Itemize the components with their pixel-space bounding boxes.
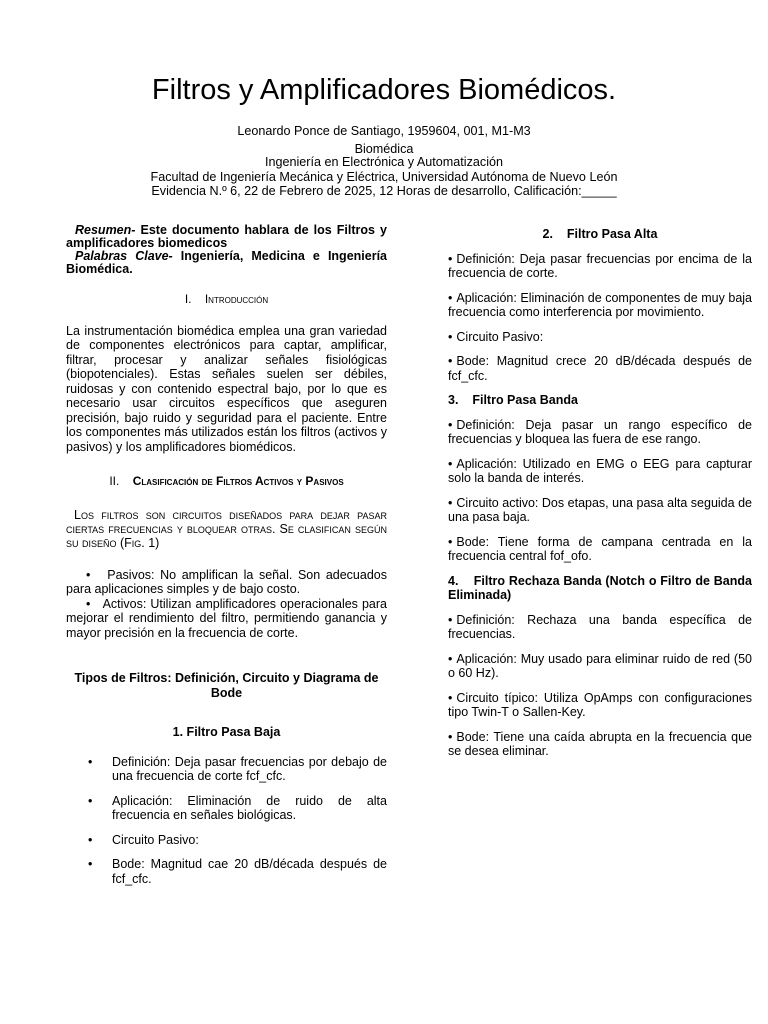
list-item xyxy=(448,418,752,447)
types-heading: Tipos de Filtros: Definición, Circuito y Diagrama de Bode xyxy=(74,671,379,700)
list-item xyxy=(448,613,752,642)
section-2-title: Clasificación de Filtros Activos y Pasivos xyxy=(132,474,344,488)
list-item xyxy=(448,496,752,525)
bullet-text: Definición: Deja pasar frecuencias por encima de la frecuencia de corte. xyxy=(448,251,752,280)
bullet-icon: • xyxy=(88,832,93,847)
list-item xyxy=(66,597,387,641)
bullet-text: Pasivos: No amplifican la señal. Son adecuados para aplicaciones simples y de bajo costo. xyxy=(66,567,387,596)
bullet-icon: • xyxy=(448,329,453,344)
bullet-text: Circuito típico: Utiliza OpAmps con configuraciones tipo Twin-T o Sallen-Key. xyxy=(448,690,752,719)
notch-title: Filtro Rechaza Banda (Notch o Filtro de Banda Eliminada) xyxy=(448,573,752,602)
section-1-heading xyxy=(66,292,387,307)
bullet-icon: • xyxy=(448,354,453,368)
bullet-text: Circuito Pasivo: xyxy=(456,329,544,344)
bullet-icon: • xyxy=(448,729,453,744)
list-item xyxy=(448,330,752,345)
list-item xyxy=(448,354,752,383)
list-item xyxy=(448,252,752,281)
notch-heading xyxy=(448,574,752,603)
list-item xyxy=(448,730,752,759)
bullet-text: Circuito activo: Dos etapas, una pasa alta seguida de una pasa baja. xyxy=(448,495,752,524)
high-pass-heading xyxy=(448,227,752,242)
bullet-icon: • xyxy=(86,596,91,611)
degree-line: Ingeniería en Electrónica y Automatización xyxy=(264,155,504,169)
bullet-text: Definición: Deja pasar frecuencias por debajo de una frecuencia de corte fcf_cfc. xyxy=(112,754,387,783)
program-line: Biomédica xyxy=(354,142,414,156)
keywords-text: Ingeniería, Medicina e Ingeniería Biomédica. xyxy=(66,249,387,276)
low-pass-list xyxy=(66,755,387,887)
bullet-icon: • xyxy=(448,495,453,510)
bullet-icon: • xyxy=(88,857,93,871)
filter-class-list xyxy=(66,568,387,641)
bullet-text: Circuito Pasivo: xyxy=(112,832,199,847)
list-item xyxy=(448,691,752,720)
section-1-body: La instrumentación biomédica emplea una gran variedad de componentes electrónicos para captar, amplificar, filtrar, procesar y analizar señales fisiológicas (biopotenciales). Estas señales suelen ser débiles, ruidosas y con contenido espectral bajo, por lo que es necesario usar circuitos específicos que aseguren precisión, bajo ruido y seguridad para el paciente. Entre los componentes más utilizados están los filtros (activos y pasivos) y los amplificadores biomédicos. xyxy=(66,323,387,454)
section-2-heading xyxy=(66,474,387,489)
bullet-text: Bode: Magnitud crece 20 dB/década después de fcf_cfc. xyxy=(448,354,752,383)
abstract-text: Este documento hablara de los Filtros y amplificadores biomedicos xyxy=(66,223,387,250)
bullet-text: Definición: Deja pasar un rango específico de frecuencias y bloquea las fuera de ese rango. xyxy=(448,417,752,446)
list-item xyxy=(448,457,752,486)
bullet-text: Bode: Tiene una caída abrupta en la frecuencia que se desea eliminar. xyxy=(448,729,752,758)
section-2-intro: Los filtros son circuitos diseñados para dejar pasar ciertas frecuencias y bloquear otras. Se clasifican según su diseño (Fig. 1) xyxy=(66,507,387,550)
bullet-text: Bode: Magnitud cae 20 dB/década después de fcf_cfc. xyxy=(112,857,387,886)
bullet-text: Aplicación: Utilizado en EMG o EEG para capturar solo la banda de interés. xyxy=(448,456,752,485)
paper-title: Filtros y Amplificadores Biomédicos. xyxy=(151,74,617,106)
bullet-icon: • xyxy=(448,534,453,549)
bullet-icon: • xyxy=(448,290,453,305)
faculty-line: Facultad de Ingeniería Mecánica y Eléctrica, Universidad Autónoma de Nuevo León xyxy=(150,170,618,184)
bullet-text: Bode: Tiene forma de campana centrada en la frecuencia central fof_ofo. xyxy=(448,534,752,563)
bullet-text: Aplicación: Eliminación de ruido de alta frecuencia en señales biológicas. xyxy=(112,793,387,822)
high-pass-title: Filtro Pasa Alta xyxy=(566,227,658,241)
bullet-icon: • xyxy=(448,417,453,432)
bullet-icon: • xyxy=(448,456,453,471)
list-item xyxy=(66,857,387,886)
list-item xyxy=(66,794,387,823)
list-item xyxy=(66,755,387,784)
bullet-text: Definición: Rechaza una banda específica de frecuencias. xyxy=(448,612,752,641)
list-item xyxy=(448,291,752,320)
bullet-icon: • xyxy=(448,251,453,266)
keywords xyxy=(66,250,387,276)
abstract xyxy=(66,224,387,250)
section-2-number: II. xyxy=(109,474,120,488)
author-line: Leonardo Ponce de Santiago, 1959604, 001, M1-M3 xyxy=(237,124,531,138)
bullet-icon: • xyxy=(448,612,453,627)
section-1-title: Introducción xyxy=(204,292,269,306)
band-pass-heading xyxy=(448,393,752,408)
keywords-label: Palabras Clave- xyxy=(75,249,173,263)
bullet-text: Activos: Utilizan amplificadores operacionales para mejorar el rendimiento del filtro, permitiendo ganancia y mayor precisión en la frecuencia de corte. xyxy=(66,596,387,640)
left-column xyxy=(66,224,387,886)
high-pass-number: 2. xyxy=(542,227,553,241)
notch-number: 4. xyxy=(448,573,459,588)
list-item xyxy=(448,535,752,564)
list-item xyxy=(66,833,387,848)
band-pass-number: 3. xyxy=(448,393,459,407)
right-column xyxy=(448,227,752,759)
section-1-number: I. xyxy=(184,292,192,306)
abstract-label: Resumen- xyxy=(75,223,136,237)
bullet-text: Aplicación: Muy usado para eliminar ruido de red (50 o 60 Hz). xyxy=(448,651,752,680)
bullet-icon: • xyxy=(88,754,93,769)
evidence-line: Evidencia N.º 6, 22 de Febrero de 2025, 12 Horas de desarrollo, Calificación:_____ xyxy=(151,184,617,198)
bullet-icon: • xyxy=(448,690,453,705)
band-pass-title: Filtro Pasa Banda xyxy=(472,393,578,407)
bullet-text: Aplicación: Eliminación de componentes de muy baja frecuencia como interferencia por movimiento. xyxy=(448,290,752,319)
list-item xyxy=(448,652,752,681)
bullet-icon: • xyxy=(86,567,91,582)
list-item xyxy=(66,568,387,597)
low-pass-heading: 1. Filtro Pasa Baja xyxy=(172,725,281,739)
bullet-icon: • xyxy=(448,651,453,666)
bullet-icon: • xyxy=(88,793,93,808)
